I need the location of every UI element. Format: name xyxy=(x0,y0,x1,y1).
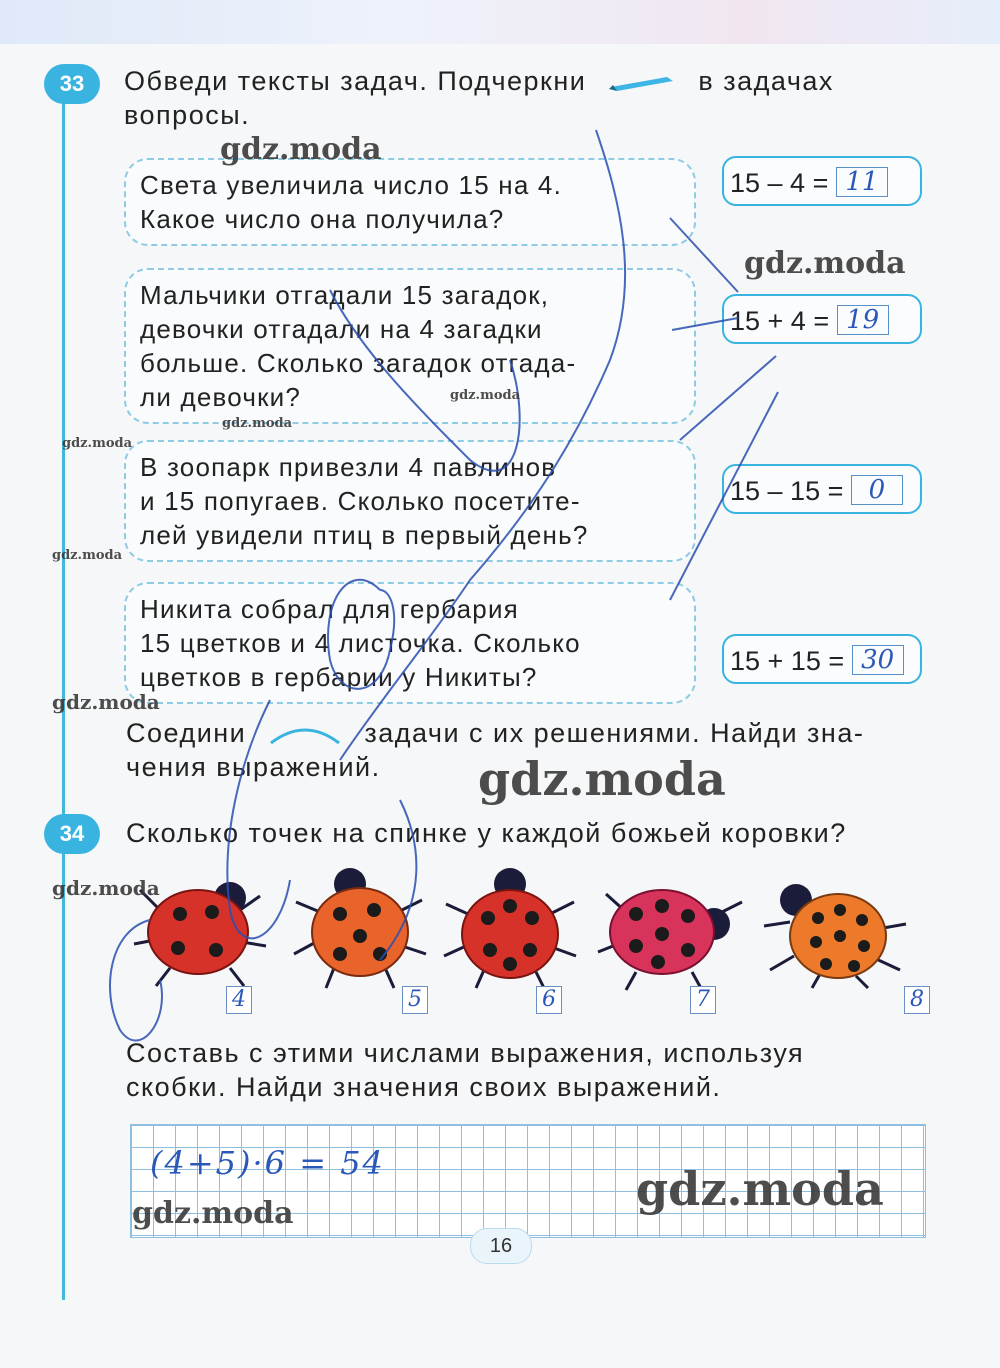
instruction-line2: вопросы. xyxy=(124,100,251,130)
answer-field[interactable]: 0 xyxy=(851,475,903,505)
task-question: Сколько точек на спинке у каждой божьей коровки? xyxy=(126,818,847,848)
task-number: 34 xyxy=(59,821,85,846)
dot-count-5[interactable]: 8 xyxy=(904,986,930,1014)
problem-line: 15 цветков и 4 листочка. Сколько xyxy=(140,628,581,658)
instruction-tail: в задачах xyxy=(698,66,834,96)
ladybug-4 xyxy=(596,872,746,992)
problem-line: Света увеличила число 15 на 4. xyxy=(140,170,563,200)
expression-text: 15 + 4 = xyxy=(730,306,830,336)
expression-box-3[interactable] xyxy=(722,464,922,514)
dot-count-1[interactable]: 4 xyxy=(226,986,252,1014)
dot-count-4[interactable]: 7 xyxy=(690,986,716,1014)
connect-line2: чения выражений. xyxy=(126,752,381,782)
problem-line: Никита собрал для гербария xyxy=(140,594,519,624)
watermark: gdz.moda xyxy=(52,548,123,563)
watermark: gdz.moda xyxy=(52,876,160,900)
problem-4[interactable] xyxy=(124,582,696,704)
decorative-header-strip xyxy=(0,0,1000,44)
written-expression: (4+5)·6 = 54 xyxy=(150,1144,385,1182)
answer-field[interactable]: 11 xyxy=(836,167,888,197)
watermark: gdz.moda xyxy=(132,1196,294,1231)
ladybug-3 xyxy=(440,862,580,992)
watermark: gdz.moda xyxy=(450,388,521,403)
dot-count-2[interactable]: 5 xyxy=(402,986,428,1014)
problem-2[interactable] xyxy=(124,268,696,424)
watermark: gdz.moda xyxy=(744,246,906,281)
problem-line: Какое число она получила? xyxy=(140,204,505,234)
watermark: gdz.moda xyxy=(636,1162,884,1216)
expression-box-2[interactable] xyxy=(722,294,922,344)
instruction-text: Обведи тексты задач. Подчеркни xyxy=(124,66,587,96)
task-number-badge xyxy=(44,64,100,104)
compose-line2: скобки. Найди значения своих выражений. xyxy=(126,1072,722,1102)
problem-line: больше. Сколько загадок отгада- xyxy=(140,348,577,378)
compose-instruction xyxy=(126,1036,804,1104)
task-instruction xyxy=(124,64,834,132)
problem-line: В зоопарк привезли 4 павлинов xyxy=(140,452,557,482)
arc-icon xyxy=(265,723,345,747)
watermark: gdz.moda xyxy=(222,416,293,431)
expression-text: 15 – 4 = xyxy=(730,168,829,198)
connect-tail: задачи с их решениями. Найди зна- xyxy=(364,718,865,748)
expression-text: 15 + 15 = xyxy=(730,646,845,676)
problem-3[interactable] xyxy=(124,440,696,562)
watermark: gdz.moda xyxy=(478,752,726,806)
answer-field[interactable]: 30 xyxy=(852,645,904,675)
task-number-badge xyxy=(44,814,100,854)
problem-line: и 15 попугаев. Сколько посетите- xyxy=(140,486,581,516)
watermark: gdz.moda xyxy=(220,132,382,167)
expression-box-4[interactable] xyxy=(722,634,922,684)
compose-line1: Составь с этими числами выражения, используя xyxy=(126,1038,805,1068)
watermark: gdz.moda xyxy=(62,436,133,451)
ladybug-5 xyxy=(760,870,910,990)
problem-line: цветков в гербарии у Никиты? xyxy=(140,662,538,692)
connect-word: Соедини xyxy=(126,718,247,748)
problem-1[interactable] xyxy=(124,158,696,246)
expression-box-1[interactable] xyxy=(722,156,922,206)
problem-line: девочки отгадали на 4 загадки xyxy=(140,314,543,344)
problem-line: ли девочки? xyxy=(140,382,302,412)
problem-line: Мальчики отгадали 15 загадок, xyxy=(140,280,550,310)
answer-field[interactable]: 19 xyxy=(837,305,889,335)
pencil-icon xyxy=(607,71,677,95)
problem-line: лей увидели птиц в первый день? xyxy=(140,520,589,550)
expression-text: 15 – 15 = xyxy=(730,476,844,506)
task-number: 33 xyxy=(59,71,85,96)
ladybug-2 xyxy=(290,862,430,992)
page-number: 16 xyxy=(470,1228,532,1264)
watermark: gdz.moda xyxy=(52,690,160,714)
dot-count-3[interactable]: 6 xyxy=(536,986,562,1014)
